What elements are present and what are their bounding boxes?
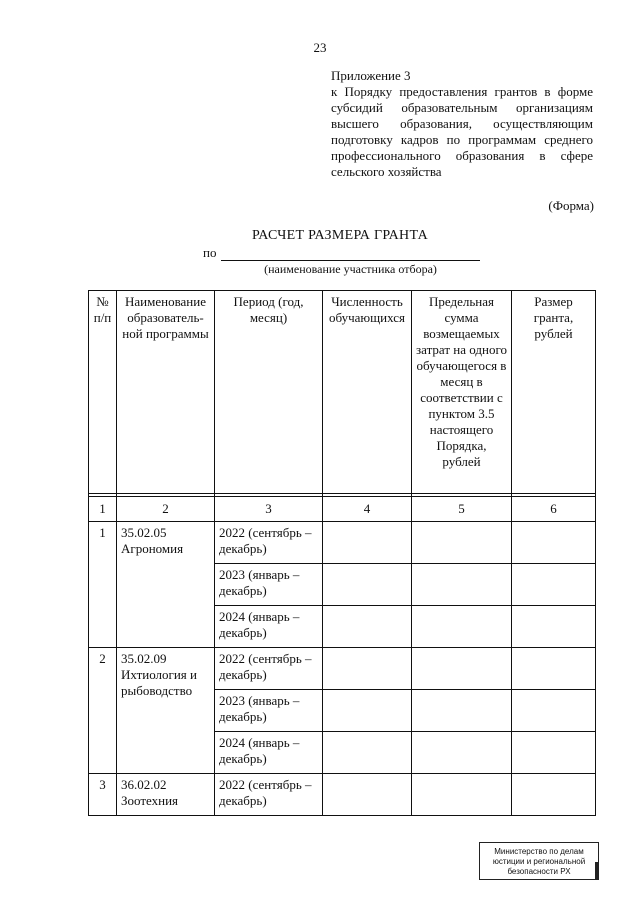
form-label: (Форма) — [548, 198, 594, 213]
column-number: 1 — [89, 497, 117, 522]
row-number: 3 — [89, 774, 117, 816]
header-cell: Период (год, месяц) — [215, 291, 323, 494]
max-cost-cell[interactable] — [412, 690, 512, 732]
grant-amount-cell[interactable] — [512, 564, 596, 606]
grant-amount-cell[interactable] — [512, 732, 596, 774]
header-cell: Численность обучающихся — [323, 291, 412, 494]
grant-amount-cell[interactable] — [512, 522, 596, 564]
column-number: 4 — [323, 497, 412, 522]
students-cell[interactable] — [323, 564, 412, 606]
students-cell[interactable] — [323, 690, 412, 732]
program-code: 35.02.05 — [121, 525, 167, 540]
program-cell — [117, 648, 215, 774]
program-cell — [117, 522, 215, 648]
page-number: 23 — [313, 40, 327, 55]
students-cell[interactable] — [323, 606, 412, 648]
period-cell: 2023 (январь – декабрь) — [215, 690, 323, 732]
program-cell — [117, 774, 215, 816]
students-cell[interactable] — [323, 648, 412, 690]
students-cell[interactable] — [323, 522, 412, 564]
stamp-line: Министерство по делам — [494, 847, 584, 856]
max-cost-cell[interactable] — [412, 732, 512, 774]
max-cost-cell[interactable] — [412, 564, 512, 606]
period-cell: 2022 (сентябрь – декабрь) — [215, 774, 323, 816]
column-number: 2 — [117, 497, 215, 522]
max-cost-cell[interactable] — [412, 522, 512, 564]
header-cell: № п/п — [89, 291, 117, 494]
participant-name-caption: (наименование участника отбора) — [264, 262, 437, 276]
header-cell: Наименование образователь-ной программы — [117, 291, 215, 494]
period-cell: 2022 (сентябрь – декабрь) — [215, 522, 323, 564]
students-cell[interactable] — [323, 774, 412, 816]
period-cell: 2024 (январь – декабрь) — [215, 606, 323, 648]
grant-amount-cell[interactable] — [512, 606, 596, 648]
grant-amount-cell[interactable] — [512, 690, 596, 732]
page-edge-mark — [595, 862, 598, 880]
max-cost-cell[interactable] — [412, 774, 512, 816]
column-number: 3 — [215, 497, 323, 522]
annex-title: Приложение 3 — [331, 68, 411, 83]
stamp-line: юстиции и региональной — [492, 857, 586, 866]
stamp-line: безопасности РХ — [507, 867, 571, 876]
row-number: 1 — [89, 522, 117, 648]
participant-name-line — [221, 260, 480, 261]
column-number: 5 — [412, 497, 512, 522]
table-row — [89, 774, 596, 816]
table-header-row — [89, 291, 596, 494]
header-cell: Предельная сумма возмещаемых затрат на одного обучающегося в месяц в соответствии с пунктом 3.5 настоящего Порядка, рублей — [412, 291, 512, 494]
period-cell: 2024 (январь – декабрь) — [215, 732, 323, 774]
program-name: Агрономия — [121, 541, 184, 556]
students-cell[interactable] — [323, 732, 412, 774]
grant-amount-cell[interactable] — [512, 648, 596, 690]
column-number: 6 — [512, 497, 596, 522]
max-cost-cell[interactable] — [412, 648, 512, 690]
ministry-stamp — [479, 842, 599, 880]
header-cell: Размер гранта, рублей — [512, 291, 596, 494]
program-name: Ихтиология и рыбоводство — [121, 667, 197, 698]
column-number-row — [89, 497, 596, 522]
program-code: 35.02.09 — [121, 651, 167, 666]
max-cost-cell[interactable] — [412, 606, 512, 648]
table-row — [89, 648, 596, 690]
grant-amount-cell[interactable] — [512, 774, 596, 816]
document-title: РАСЧЕТ РАЗМЕРА ГРАНТА — [251, 228, 429, 243]
row-number: 2 — [89, 648, 117, 774]
period-cell: 2023 (январь – декабрь) — [215, 564, 323, 606]
annex-text: к Порядку предоставления грантов в форме субсидий образовательным организациям высшего образования, осуществляющим подготовку кадров по программам среднего профессионального образования в сфере сельского хозяйства — [331, 84, 593, 179]
period-cell: 2022 (сентябрь – декабрь) — [215, 648, 323, 690]
program-code: 36.02.02 — [121, 777, 167, 792]
program-name: Зоотехния — [121, 793, 179, 808]
grant-calculation-table — [88, 290, 596, 816]
po-label: по — [203, 245, 217, 260]
table-row — [89, 522, 596, 564]
